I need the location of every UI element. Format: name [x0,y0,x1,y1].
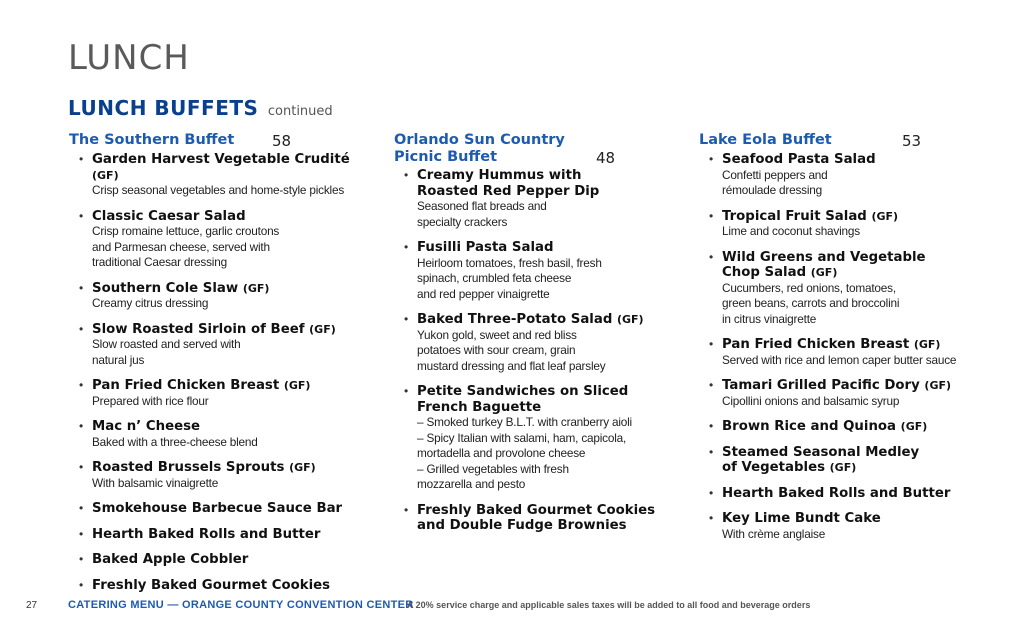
menu-item-name [417,240,684,256]
gluten-free-tag: (GF) [309,322,336,336]
menu-item [699,337,999,368]
menu-item [394,240,684,302]
menu-item-description: Prepared with rice flour [92,393,209,408]
menu-item [394,384,684,493]
menu-item-name [92,578,369,594]
menu-item-name-text: Steamed Seasonal Medley of Vegetables [722,444,920,475]
menu-item-name [722,337,999,353]
menu-item-description: Seasoned flat breads and specialty crackers [417,199,547,229]
buffet-name: Lake Eola Buffet [699,132,832,148]
menu-item [69,578,369,594]
gluten-free-tag: (GF) [283,379,311,392]
menu-item-name-text: Petite Sandwiches on Sliced French Baguette [417,384,629,415]
section-title-text: LUNCH BUFFETS [68,96,259,120]
menu-item-name [722,486,999,502]
menu-item-name-text: Freshly Baked Gourmet Cookies and Double Fudge Brownies [417,502,656,533]
menu-item-name [417,503,684,534]
menu-item-name [92,378,369,394]
menu-item-name-text: Seafood Pasta Salad [722,152,876,167]
menu-item [699,419,999,435]
menu-item-description: With crème anglaise [722,526,826,541]
menu-item-description: Crisp romaine lettuce, garlic croutons and Parmesan cheese, served with traditional Caesar dressing [92,224,280,269]
menu-item-name [417,312,684,328]
menu-item-description: Cipollini onions and balsamic syrup [722,393,900,408]
menu-item [69,527,369,543]
menu-item-description: With balsamic vinaigrette [92,475,219,490]
buffet-price: 58 [272,132,292,150]
menu-item [69,460,369,491]
footer-service-note: A 20% service charge and applicable sales taxes will be added to all food and beverage orders [407,600,811,610]
gluten-free-tag: (GF) [829,461,857,474]
menu-item-name [92,209,369,225]
menu-item-name [722,250,999,281]
menu-item-name [92,501,369,517]
menu-item [699,209,999,240]
menu-column-southern-buffet [69,132,369,603]
gluten-free-tag: (GF) [913,338,941,351]
menu-item-name-text: Classic Caesar Salad [92,208,246,224]
menu-item-list [69,152,369,593]
menu-item-list [699,152,999,542]
menu-item-name [722,152,999,168]
menu-item-name [722,511,999,527]
menu-item-name-text: Baked Apple Cobbler [92,552,249,567]
menu-item [394,312,684,374]
menu-item [69,152,369,199]
menu-item [69,501,369,517]
menu-item [69,281,369,312]
menu-item [699,445,999,476]
menu-column-orlando-picnic [394,132,684,544]
menu-item-name-text: Hearth Baked Rolls and Butter [92,526,321,542]
menu-item-name-text: Southern Cole Slaw [92,280,239,296]
menu-item-description: Yukon gold, sweet and red bliss potatoes with sour cream, grain mustard dressing and flat leaf parsley [417,327,606,373]
menu-item-name-text: Brown Rice and Quinoa [722,419,897,434]
menu-item-name-text: Smokehouse Barbecue Sauce Bar [92,501,343,516]
menu-item-name [722,209,999,225]
menu-item-name [722,378,999,394]
menu-item-name [92,322,369,338]
menu-item-name [722,419,999,435]
menu-item-name-text: Roasted Brussels Sprouts [92,460,285,475]
menu-item [69,419,369,450]
menu-item-name [92,419,369,435]
buffet-price: 48 [596,149,616,167]
buffet-name: The Southern Buffet [69,132,235,148]
menu-item [69,322,369,369]
menu-item-name-text: Freshly Baked Gourmet Cookies [92,577,331,593]
page-number: 27 [26,600,38,611]
menu-item-name-text: Key Lime Bundt Cake [722,511,881,526]
menu-item-name-text: Fusilli Pasta Salad [417,240,554,255]
gluten-free-tag: (GF) [924,379,952,392]
menu-item-name-text: Pan Fried Chicken Breast [722,337,910,352]
menu-item-description: Baked with a three-cheese blend [92,434,258,449]
gluten-free-tag: (GF) [92,168,119,182]
gluten-free-tag: (GF) [871,209,899,223]
menu-item [69,209,369,271]
menu-item-description: Crisp seasonal vegetables and home-style pickles [92,183,345,197]
menu-item-name [92,152,369,183]
menu-item-description: Served with rice and lemon caper butter sauce [722,352,957,367]
menu-item-description: Creamy citrus dressing [92,296,209,310]
buffet-name: Orlando Sun Country Picnic Buffet [394,132,565,165]
page-title: LUNCH [68,38,190,78]
menu-item-name-text: Mac n’ Cheese [92,419,201,434]
footer-menu-label: CATERING MENU — ORANGE COUNTY CONVENTION CENTER [68,599,414,611]
menu-item-name [417,168,684,199]
gluten-free-tag: (GF) [289,461,316,474]
menu-item-name [92,552,369,568]
section-continued: continued [267,104,333,119]
menu-item-name-text: Pan Fried Chicken Breast [92,378,280,393]
menu-item-name-text: Creamy Hummus with Roasted Red Pepper Dip [417,168,600,199]
menu-item [69,552,369,568]
menu-item-list [394,168,684,534]
buffet-price: 53 [902,132,922,150]
menu-item-name-text: Wild Greens and Vegetable Chop Salad [722,249,926,280]
menu-item-description: Slow roasted and served with natural jus [92,337,241,367]
gluten-free-tag: (GF) [242,281,270,295]
menu-item-description: Confetti peppers and rémoulade dressing [722,167,828,197]
menu-item-name [92,281,369,297]
menu-item [69,378,369,409]
menu-item-name-text: Tamari Grilled Pacific Dory [722,378,920,393]
menu-item-name [722,445,999,476]
menu-item [699,378,999,409]
menu-item-description: – Smoked turkey B.L.T. with cranberry aioli – Spicy Italian with salami, ham, capicola, mortadella and provolone cheese – Grilled vegetables with fresh mozzarella and pesto [417,415,632,491]
menu-item [699,250,999,328]
menu-item [699,486,999,502]
menu-item-name [92,527,369,543]
menu-column-lake-eola [699,132,999,552]
menu-item [699,511,999,542]
menu-item-description: Heirloom tomatoes, fresh basil, fresh spinach, crumbled feta cheese and red pepper vinaigrette [417,255,602,301]
column-header [394,132,684,168]
gluten-free-tag: (GF) [616,313,644,326]
menu-item [394,503,684,534]
menu-item-description: Cucumbers, red onions, tomatoes, green beans, carrots and broccolini in citrus vinaigrette [722,280,900,326]
menu-item [699,152,999,199]
menu-item-name-text: Garden Harvest Vegetable Crudité [92,152,350,167]
menu-item-description: Lime and coconut shavings [722,224,860,238]
gluten-free-tag: (GF) [900,420,928,433]
menu-item-name-text: Tropical Fruit Salad [722,208,867,224]
menu-item-name-text: Baked Three-Potato Salad [417,312,613,327]
menu-item-name-text: Hearth Baked Rolls and Butter [722,485,951,501]
gluten-free-tag: (GF) [810,266,838,279]
menu-item-name [92,460,369,476]
menu-item [394,168,684,230]
section-title [68,96,333,120]
menu-item-name [417,384,684,415]
menu-item-name-text: Slow Roasted Sirloin of Beef [92,321,305,337]
